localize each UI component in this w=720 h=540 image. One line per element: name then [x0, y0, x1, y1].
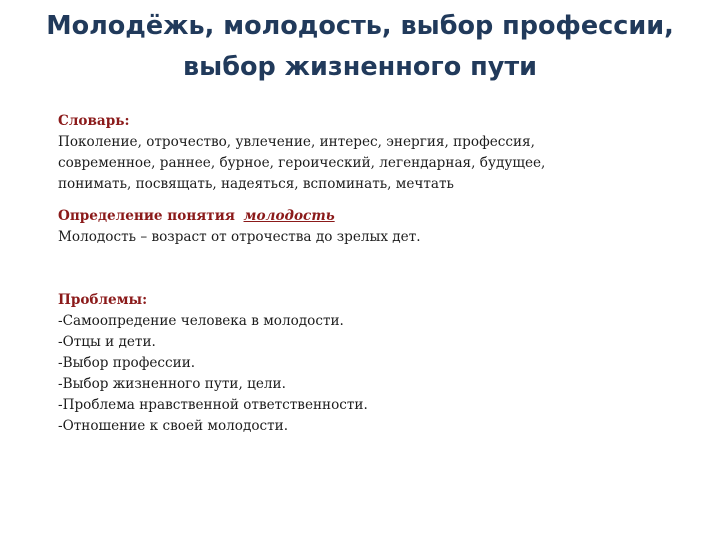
definition-heading: Определение понятия — [58, 208, 235, 224]
problem-item: -Отношение к своей молодости. — [58, 418, 289, 434]
slide-body — [58, 111, 698, 437]
problem-item: -Проблема нравственной ответственности. — [58, 397, 368, 413]
vocabulary-line: понимать, посвящать, надеяться, вспоминать, мечтать — [58, 176, 454, 192]
problem-item: -Самоопредение человека в молодости. — [58, 313, 344, 329]
section-spacer — [58, 195, 698, 206]
definition-heading-row — [58, 206, 698, 227]
problems-section — [58, 290, 698, 437]
definition-text: Молодость – возраст от отрочества до зрелых дет. — [58, 229, 421, 245]
vocabulary-line: Поколение, отрочество, увлечение, интерес, энергия, профессия, — [58, 134, 535, 150]
vocabulary-section — [58, 111, 698, 195]
definition-term: молодость — [243, 208, 335, 224]
problem-item: -Выбор профессии. — [58, 355, 196, 371]
problem-item: -Выбор жизненного пути, цели. — [58, 376, 286, 392]
vocabulary-heading: Словарь: — [58, 113, 130, 129]
definition-section — [58, 206, 698, 248]
section-spacer — [58, 248, 698, 290]
problems-heading: Проблемы: — [58, 292, 148, 308]
slide-title-line-1: Молодёжь, молодость, выбор профессии, — [46, 11, 674, 41]
vocabulary-line: современное, раннее, бурное, героический, легендарная, будущее, — [58, 155, 546, 171]
slide-title-line-2: выбор жизненного пути — [183, 52, 537, 82]
slide-title — [0, 6, 720, 88]
problem-item: -Отцы и дети. — [58, 334, 156, 350]
